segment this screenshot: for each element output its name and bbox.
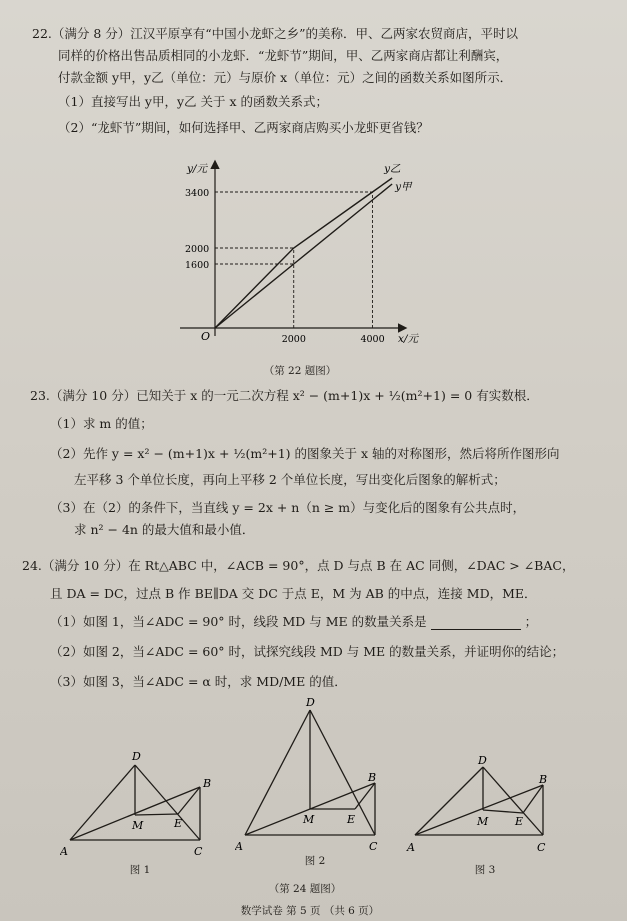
fig2-label-A: A (235, 840, 243, 853)
x-tick-2000: 2000 (281, 334, 306, 345)
fig2-label-D: D (306, 696, 315, 709)
q22-intro-line2: 同样的价格出售品质相同的小龙虾．“龙虾节”期间，甲、乙两家商店都让利酬宾， (58, 48, 509, 63)
q24-part3: （3）如图 3，当∠ADC = α 时，求 MD/ME 的值． (50, 674, 347, 689)
fig1-label-A: A (60, 845, 68, 858)
q24-intro-line1: 24.（满分 10 分）在 Rt△ABC 中，∠ACB = 90°，点 D 与点 B 在 AC 同侧，∠DAC > ∠BAC， (22, 558, 575, 573)
q22-part2: （2）“龙虾节”期间，如何选择甲、乙两家商店购买小龙虾更省钱？ (58, 120, 429, 135)
y-axis-label: y/元 (187, 163, 207, 175)
q24-part1-text: （1）如图 1，当∠ADC = 90° 时，线段 MD 与 ME 的数量关系是 (50, 614, 427, 629)
q24-figure-3 (405, 755, 565, 860)
y-tick-3400: 3400 (185, 188, 210, 199)
q24-fig1-caption: 图 1 (129, 864, 151, 876)
q23-intro: 23.（满分 10 分）已知关于 x 的一元二次方程 x² − (m+1)x + ½(m²+1) = 0 有实数根． (30, 388, 539, 403)
q22-intro-line1: 22.（满分 8 分）江汉平原享有“中国小龙虾之乡”的美称．甲、乙两家农贸商店，平时以 (32, 26, 519, 41)
q24-answer-blank (431, 617, 521, 630)
q24-fig3-caption: 图 3 (474, 864, 496, 876)
x-tick-4000: 4000 (360, 334, 385, 345)
x-axis-label: x/元 (398, 333, 418, 345)
fig3-label-E: E (515, 815, 524, 828)
fig1-label-E: E (174, 817, 183, 830)
q24-part2: （2）如图 2，当∠ADC = 60° 时，试探究线段 MD 与 ME 的数量关系，并证明你的结论； (50, 644, 565, 659)
y-tick-1600: 1600 (185, 260, 210, 271)
q23-part2-line1: （2）先作 y = x² − (m+1)x + ½(m²+1) 的图象关于 x 轴的对称图形，然后将所作图形向 (50, 446, 560, 461)
q24-figure-2 (235, 695, 395, 860)
q24-caption: （第 24 题图） (268, 883, 342, 895)
fig3-label-A: A (407, 841, 415, 854)
q24-figure-1 (60, 745, 220, 860)
q24-fig2-caption: 图 2 (304, 855, 326, 867)
series-label-jia: y甲 (395, 181, 412, 193)
fig3-label-B: B (539, 773, 548, 786)
q23-part3-line2: 求 n² − 4n 的最大值和最小值． (74, 522, 255, 537)
q24-part1-end: ； (524, 614, 538, 629)
q22-part1: （1）直接写出 y甲，y乙 关于 x 的函数关系式； (58, 94, 329, 109)
q23-part3-line1: （3）在（2）的条件下，当直线 y = 2x + n（n ≥ m）与变化后的图象有公共点时， (50, 500, 526, 515)
fig2-label-B: B (368, 771, 377, 784)
q24-part1 (50, 614, 537, 630)
fig3-label-C: C (537, 841, 546, 854)
fig1-label-D: D (132, 750, 141, 763)
fig2-label-C: C (369, 840, 378, 853)
series-label-yi: y乙 (384, 163, 401, 175)
fig3-label-M: M (477, 815, 489, 828)
q23-part2-line2: 左平移 3 个单位长度，再向上平移 2 个单位长度，写出变化后图象的解析式； (74, 472, 506, 487)
page-footer: 数学试卷 第 5 页 （共 6 页） (240, 905, 380, 917)
fig3-label-D: D (478, 755, 487, 767)
y-tick-2000: 2000 (185, 244, 210, 255)
origin-label: O (201, 330, 211, 343)
fig1-label-C: C (194, 845, 203, 858)
series-line-jia (215, 184, 392, 328)
q22-function-chart (170, 150, 420, 360)
fig2-label-M: M (303, 813, 315, 826)
q22-caption: （第 22 题图） (263, 365, 337, 377)
q23-part1: （1）求 m 的值； (50, 416, 153, 431)
fig2-label-E: E (347, 813, 356, 826)
fig1-label-B: B (203, 777, 212, 790)
fig1-label-M: M (132, 819, 144, 832)
q24-intro-line2: 且 DA = DC，过点 B 作 BE∥DA 交 DC 于点 E，M 为 AB 的中点，连接 MD，ME． (50, 586, 537, 601)
q22-intro-line3: 付款金额 y甲，y乙（单位：元）与原价 x（单位：元）之间的函数关系如图所示． (58, 70, 513, 85)
